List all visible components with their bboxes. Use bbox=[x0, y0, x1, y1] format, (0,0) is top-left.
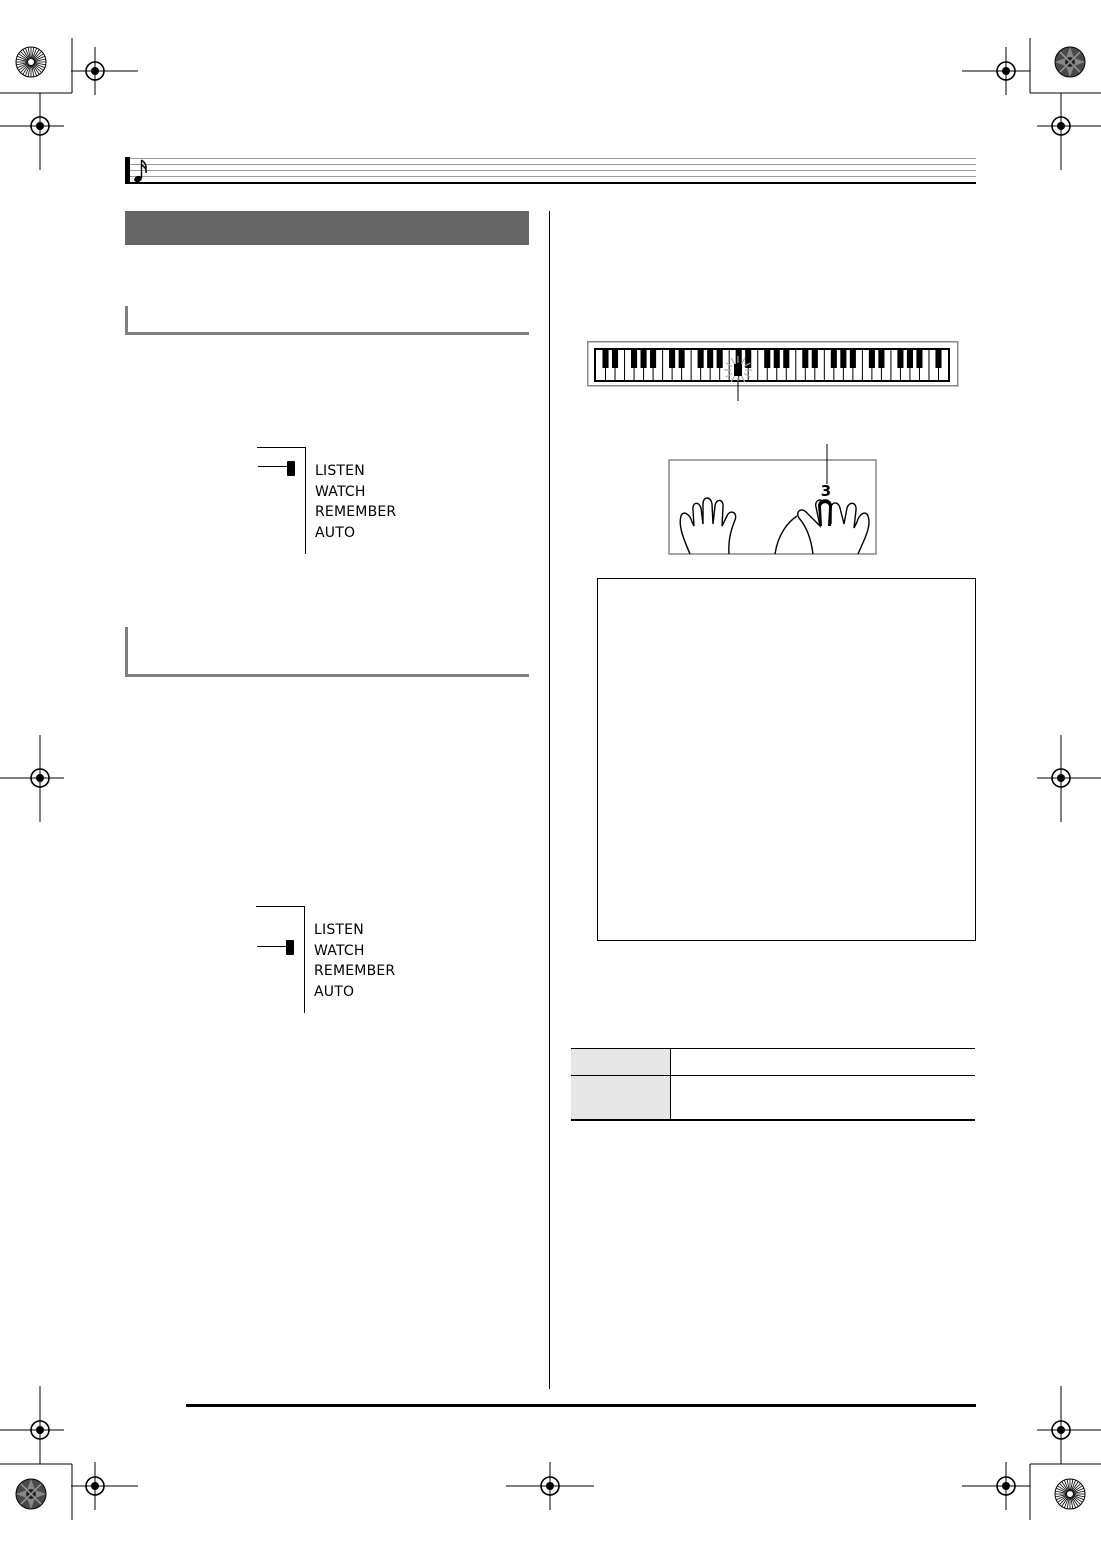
hands-illustration bbox=[668, 444, 878, 556]
lit-key bbox=[734, 364, 742, 376]
black-key bbox=[641, 350, 647, 368]
table-cell bbox=[671, 1076, 976, 1121]
header-left-bar bbox=[125, 157, 130, 184]
black-key bbox=[602, 350, 608, 368]
header-staff-line bbox=[128, 170, 976, 171]
reference-table bbox=[571, 1048, 975, 1121]
subsection-heading-2 bbox=[125, 627, 529, 677]
section-title-bar bbox=[125, 211, 529, 245]
black-key bbox=[916, 350, 922, 368]
black-key bbox=[631, 350, 637, 368]
black-key bbox=[935, 350, 941, 368]
header-staff-line bbox=[128, 164, 976, 165]
mode-options-list bbox=[314, 920, 395, 1002]
indicator-frame-top bbox=[257, 447, 306, 448]
mode-option-auto: AUTO bbox=[315, 524, 356, 541]
mode-option-listen: LISTEN bbox=[314, 922, 364, 938]
indicator-frame-side bbox=[305, 447, 306, 554]
black-key bbox=[612, 350, 618, 368]
table-row bbox=[571, 1076, 975, 1121]
indicator-marker bbox=[286, 940, 294, 955]
black-key bbox=[679, 350, 685, 368]
finger-number: 3 bbox=[820, 482, 832, 500]
mode-options-list bbox=[315, 461, 396, 543]
black-key bbox=[764, 350, 770, 368]
indicator-frame-top bbox=[256, 906, 305, 907]
black-key bbox=[698, 350, 704, 368]
footer-rule bbox=[186, 1404, 976, 1407]
mode-option-listen: LISTEN bbox=[315, 463, 365, 479]
table-cell-header bbox=[571, 1049, 671, 1076]
header-staff-line bbox=[128, 176, 976, 177]
table-cell-header bbox=[571, 1076, 671, 1121]
black-key bbox=[717, 350, 723, 368]
black-key bbox=[869, 350, 875, 368]
black-key bbox=[783, 350, 789, 368]
black-key bbox=[840, 350, 846, 368]
indicator-marker bbox=[287, 461, 295, 476]
keyboard-illustration bbox=[587, 341, 959, 403]
indicator-pointer-line bbox=[258, 466, 287, 467]
subsection-heading-1 bbox=[125, 306, 529, 335]
black-key bbox=[774, 350, 780, 368]
header-base-rule bbox=[128, 182, 976, 184]
black-key bbox=[669, 350, 675, 368]
mode-option-watch: WATCH bbox=[315, 483, 366, 500]
black-key bbox=[650, 350, 656, 368]
black-key bbox=[878, 350, 884, 368]
note-box bbox=[597, 578, 976, 941]
black-key bbox=[812, 350, 818, 368]
black-key bbox=[831, 350, 837, 368]
indicator-frame-side bbox=[304, 906, 305, 1013]
header-staff-line bbox=[128, 158, 976, 159]
music-note-icon bbox=[133, 158, 151, 184]
mode-option-remember: REMEMBER bbox=[315, 504, 397, 520]
table-cell bbox=[671, 1049, 976, 1076]
mode-option-auto: AUTO bbox=[314, 983, 355, 1000]
indicator-pointer-line bbox=[257, 946, 286, 947]
black-key bbox=[897, 350, 903, 368]
mode-option-watch: WATCH bbox=[314, 942, 365, 959]
black-key bbox=[850, 350, 856, 368]
mode-option-remember: REMEMBER bbox=[314, 963, 396, 979]
table-row bbox=[571, 1049, 975, 1076]
black-key bbox=[707, 350, 713, 368]
black-key bbox=[802, 350, 808, 368]
black-key bbox=[907, 350, 913, 368]
column-divider bbox=[549, 211, 550, 1389]
